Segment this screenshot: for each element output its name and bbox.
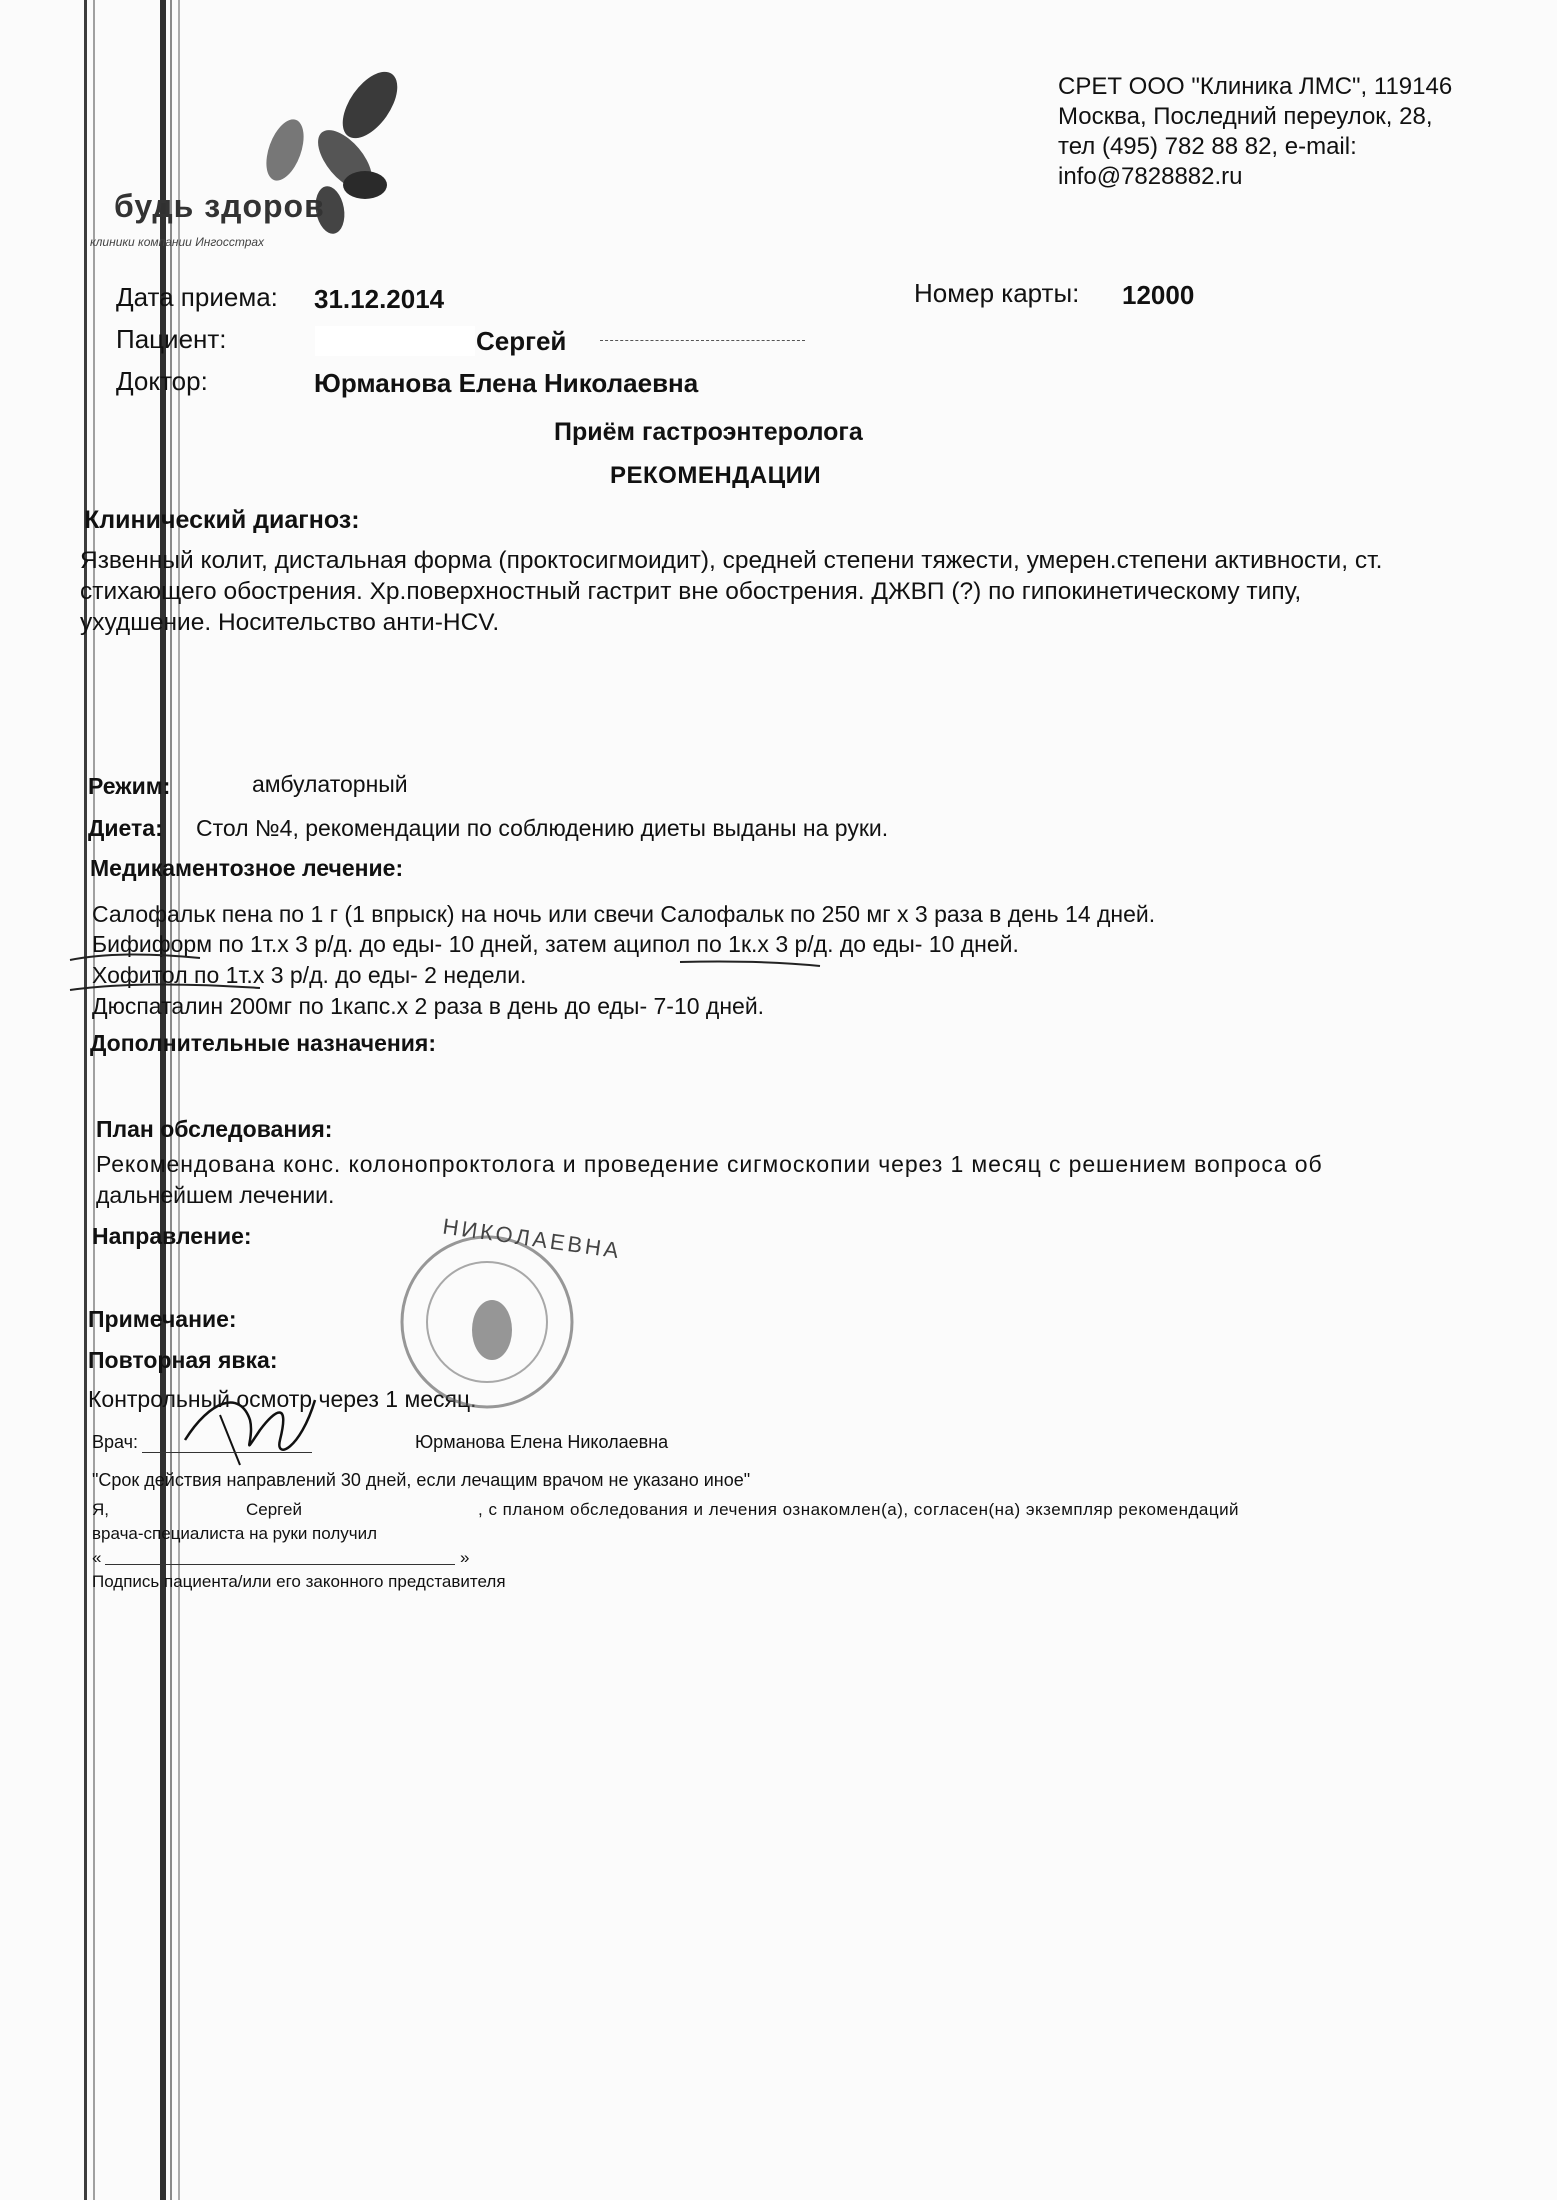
followup-value: Контрольный осмотр через 1 месяц. — [88, 1386, 477, 1412]
clinic-line: info@7828882.ru — [1058, 163, 1243, 190]
additional-label: Дополнительные назначения: — [90, 1030, 437, 1056]
card-value: 12000 — [1122, 280, 1195, 310]
consent-prefix: Я, — [92, 1500, 109, 1519]
medication-line: Салофальк пена по 1 г (1 впрыск) на ночь или свечи Салофальк по 250 мг х 3 раза в день 14 дней. — [92, 901, 1156, 927]
clinic-line: СРЕТ ООО "Клиника ЛМС", 119146 — [1058, 73, 1453, 100]
note-label: Примечание: — [88, 1306, 237, 1332]
footer-doctor-name: Юрманова Елена Николаевна — [415, 1432, 669, 1452]
quote-open: « — [92, 1548, 102, 1567]
clinic-address-block — [1058, 72, 1518, 192]
patient-signature-line — [105, 1564, 455, 1565]
signature-line — [142, 1452, 312, 1453]
stamp-text: НИКОЛАЕВНА — [441, 1213, 624, 1264]
doctor-value: Юрманова Елена Николаевна — [314, 368, 699, 398]
clinic-line: тел (495) 782 88 82, e-mail: — [1058, 133, 1357, 160]
plan-line: дальнейшем лечении. — [96, 1182, 335, 1208]
doctor-signature — [180, 1380, 330, 1470]
quote-close: » — [460, 1548, 470, 1567]
date-label: Дата приема: — [116, 282, 278, 312]
doctor-stamp — [362, 1213, 624, 1412]
card-label: Номер карты: — [914, 278, 1080, 308]
logo-subtext: клиники компании Ингосстрах — [90, 235, 265, 249]
diet-label: Диета: — [88, 815, 163, 841]
handwritten-marks — [60, 930, 860, 1010]
validity-note: "Срок действия направлений 30 дней, если лечащим врачом не указано иное" — [92, 1470, 751, 1490]
patient-label: Пациент: — [116, 324, 227, 354]
date-value: 31.12.2014 — [314, 284, 445, 314]
consent-line2: врача-специалиста на руки получил — [92, 1524, 378, 1543]
page-subtitle: РЕКОМЕНДАЦИИ — [610, 462, 822, 489]
clinic-line: Москва, Последний переулок, 28, — [1058, 103, 1433, 130]
medication-line: Дюспаталин 200мг по 1капс.х 2 раза в день до еды- 7-10 дней. — [92, 993, 765, 1019]
consent-name: Сергей — [246, 1500, 302, 1519]
patient-value: Сергей — [476, 326, 567, 356]
doctor-label: Доктор: — [116, 366, 208, 396]
footer-doctor-label: Врач: — [92, 1432, 139, 1452]
diagnosis-line: ухудшение. Носительство анти-HCV. — [80, 609, 500, 636]
logo-wordmark: будь здоров — [114, 188, 325, 224]
clinic-logo — [80, 60, 440, 260]
diagnosis-line: стихающего обострения. Хр.поверхностный гастрит вне обострения. ДЖВП (?) по гипокинетическому типу, — [80, 578, 1302, 605]
medication-line: Бифиформ по 1т.х 3 р/д. до еды- 10 дней, затем аципол по 1к.х 3 р/д. до еды- 10 дней. — [92, 931, 1019, 957]
followup-label: Повторная явка: — [88, 1347, 278, 1373]
medication-label: Медикаментозное лечение: — [90, 855, 404, 881]
patient-redact-line — [600, 340, 805, 341]
regime-label: Режим: — [88, 773, 171, 799]
signature-label: Подпись пациента/или его законного представителя — [92, 1572, 506, 1591]
regime-value: амбулаторный — [252, 771, 408, 797]
plan-line: Рекомендована конс. колонопроктолога и проведение сигмоскопии через 1 месяц с решением вопроса об — [96, 1151, 1323, 1177]
scan-line — [84, 0, 87, 2200]
diagnosis-line: Язвенный колит, дистальная форма (проктосигмоидит), средней степени тяжести, умерен.степени активности, ст. — [80, 547, 1383, 574]
diagnosis-label: Клинический диагноз: — [84, 506, 360, 534]
consent-text: , с планом обследования и лечения ознакомлен(а), согласен(на) экземпляр рекомендаций — [478, 1500, 1240, 1519]
plan-label: План обследования: — [96, 1116, 333, 1142]
referral-label: Направление: — [92, 1223, 252, 1249]
diet-value: Стол №4, рекомендации по соблюдению диеты выданы на руки. — [196, 815, 889, 841]
medication-line: Хофитол по 1т.х 3 р/д. до еды- 2 недели. — [92, 962, 527, 988]
page-title: Приём гастроэнтеролога — [554, 418, 863, 446]
redaction — [315, 326, 475, 356]
scan-line — [93, 0, 95, 2200]
